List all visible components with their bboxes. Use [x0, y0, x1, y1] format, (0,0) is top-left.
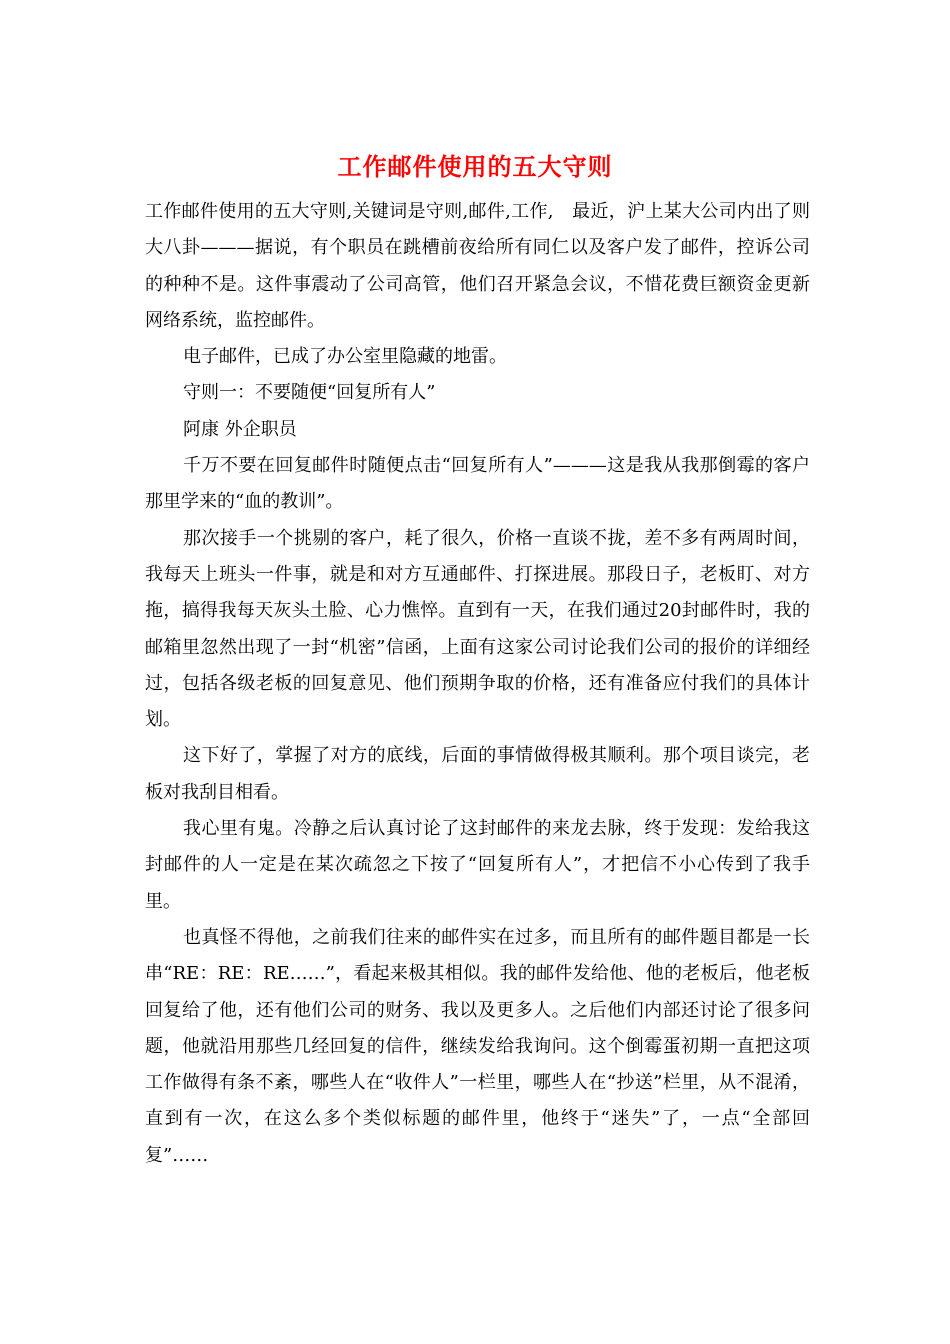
- author-line: 阿康 外企职员: [183, 418, 297, 440]
- document-body: [145, 194, 810, 1174]
- paragraph: 也真怪不得他，之前我们往来的邮件实在过多，而且所有的邮件题目都是一长串“RE：RE：RE……”，看起来极其相似。我的邮件发给他、他的老板后，他老板回复给了他，还有他们公司的财务、我以及更多人。之后他们内部还讨论了很多问题，他就沿用那些几经回复的信件，继续发给我询问。这个倒霉蛋初期一直把这项工作做得有条不紊，哪些人在“收件人”一栏里，哪些人在“抄送”栏里，从不混淆，直到有一次，在这么多个类似标题的邮件里，他终于“迷失”了，一点“全部回复”……: [145, 926, 810, 1166]
- paragraph: 电子邮件，已成了办公室里隐藏的地雷。: [183, 346, 507, 368]
- paragraph: 这下好了，掌握了对方的底线，后面的事情做得极其顺利。那个项目谈完，老板对我刮目相看。: [145, 745, 810, 803]
- paragraph: 我心里有鬼。冷静之后认真讨论了这封邮件的来龙去脉，终于发现：发给我这封邮件的人一定是在某次疏忽之下按了“回复所有人”，才把信不小心传到了我手里。: [145, 818, 810, 912]
- paragraph-intro: 工作邮件使用的五大守则,关键词是守则,邮件,工作, 最近，沪上某大公司内出了则大八卦———据说，有个职员在跳槽前夜给所有同仁以及客户发了邮件，控诉公司的种种不是。这件事震动了公司高管，他们召开紧急会议，不惜花费巨额资金更新网络系统，监控邮件。: [145, 201, 810, 331]
- section-heading: 守则一：不要随便“回复所有人”: [183, 382, 436, 404]
- document-title: 工作邮件使用的五大守则: [337, 152, 613, 181]
- paragraph: 千万不要在回复邮件时随便点击“回复所有人”———这是我从我那倒霉的客户那里学来的“血的教训”。: [145, 455, 810, 513]
- paragraph: 那次接手一个挑剔的客户，耗了很久，价格一直谈不拢，差不多有两周时间，我每天上班头一件事，就是和对方互通邮件、打探进展。那段日子，老板盯、对方拖，搞得我每天灰头土脸、心力憔悴。直到有一天，在我们通过20封邮件时，我的邮箱里忽然出现了一封“机密”信函，上面有这家公司讨论我们公司的报价的详细经过，包括各级老板的回复意见、他们预期争取的价格，还有准备应付我们的具体计划。: [145, 527, 810, 731]
